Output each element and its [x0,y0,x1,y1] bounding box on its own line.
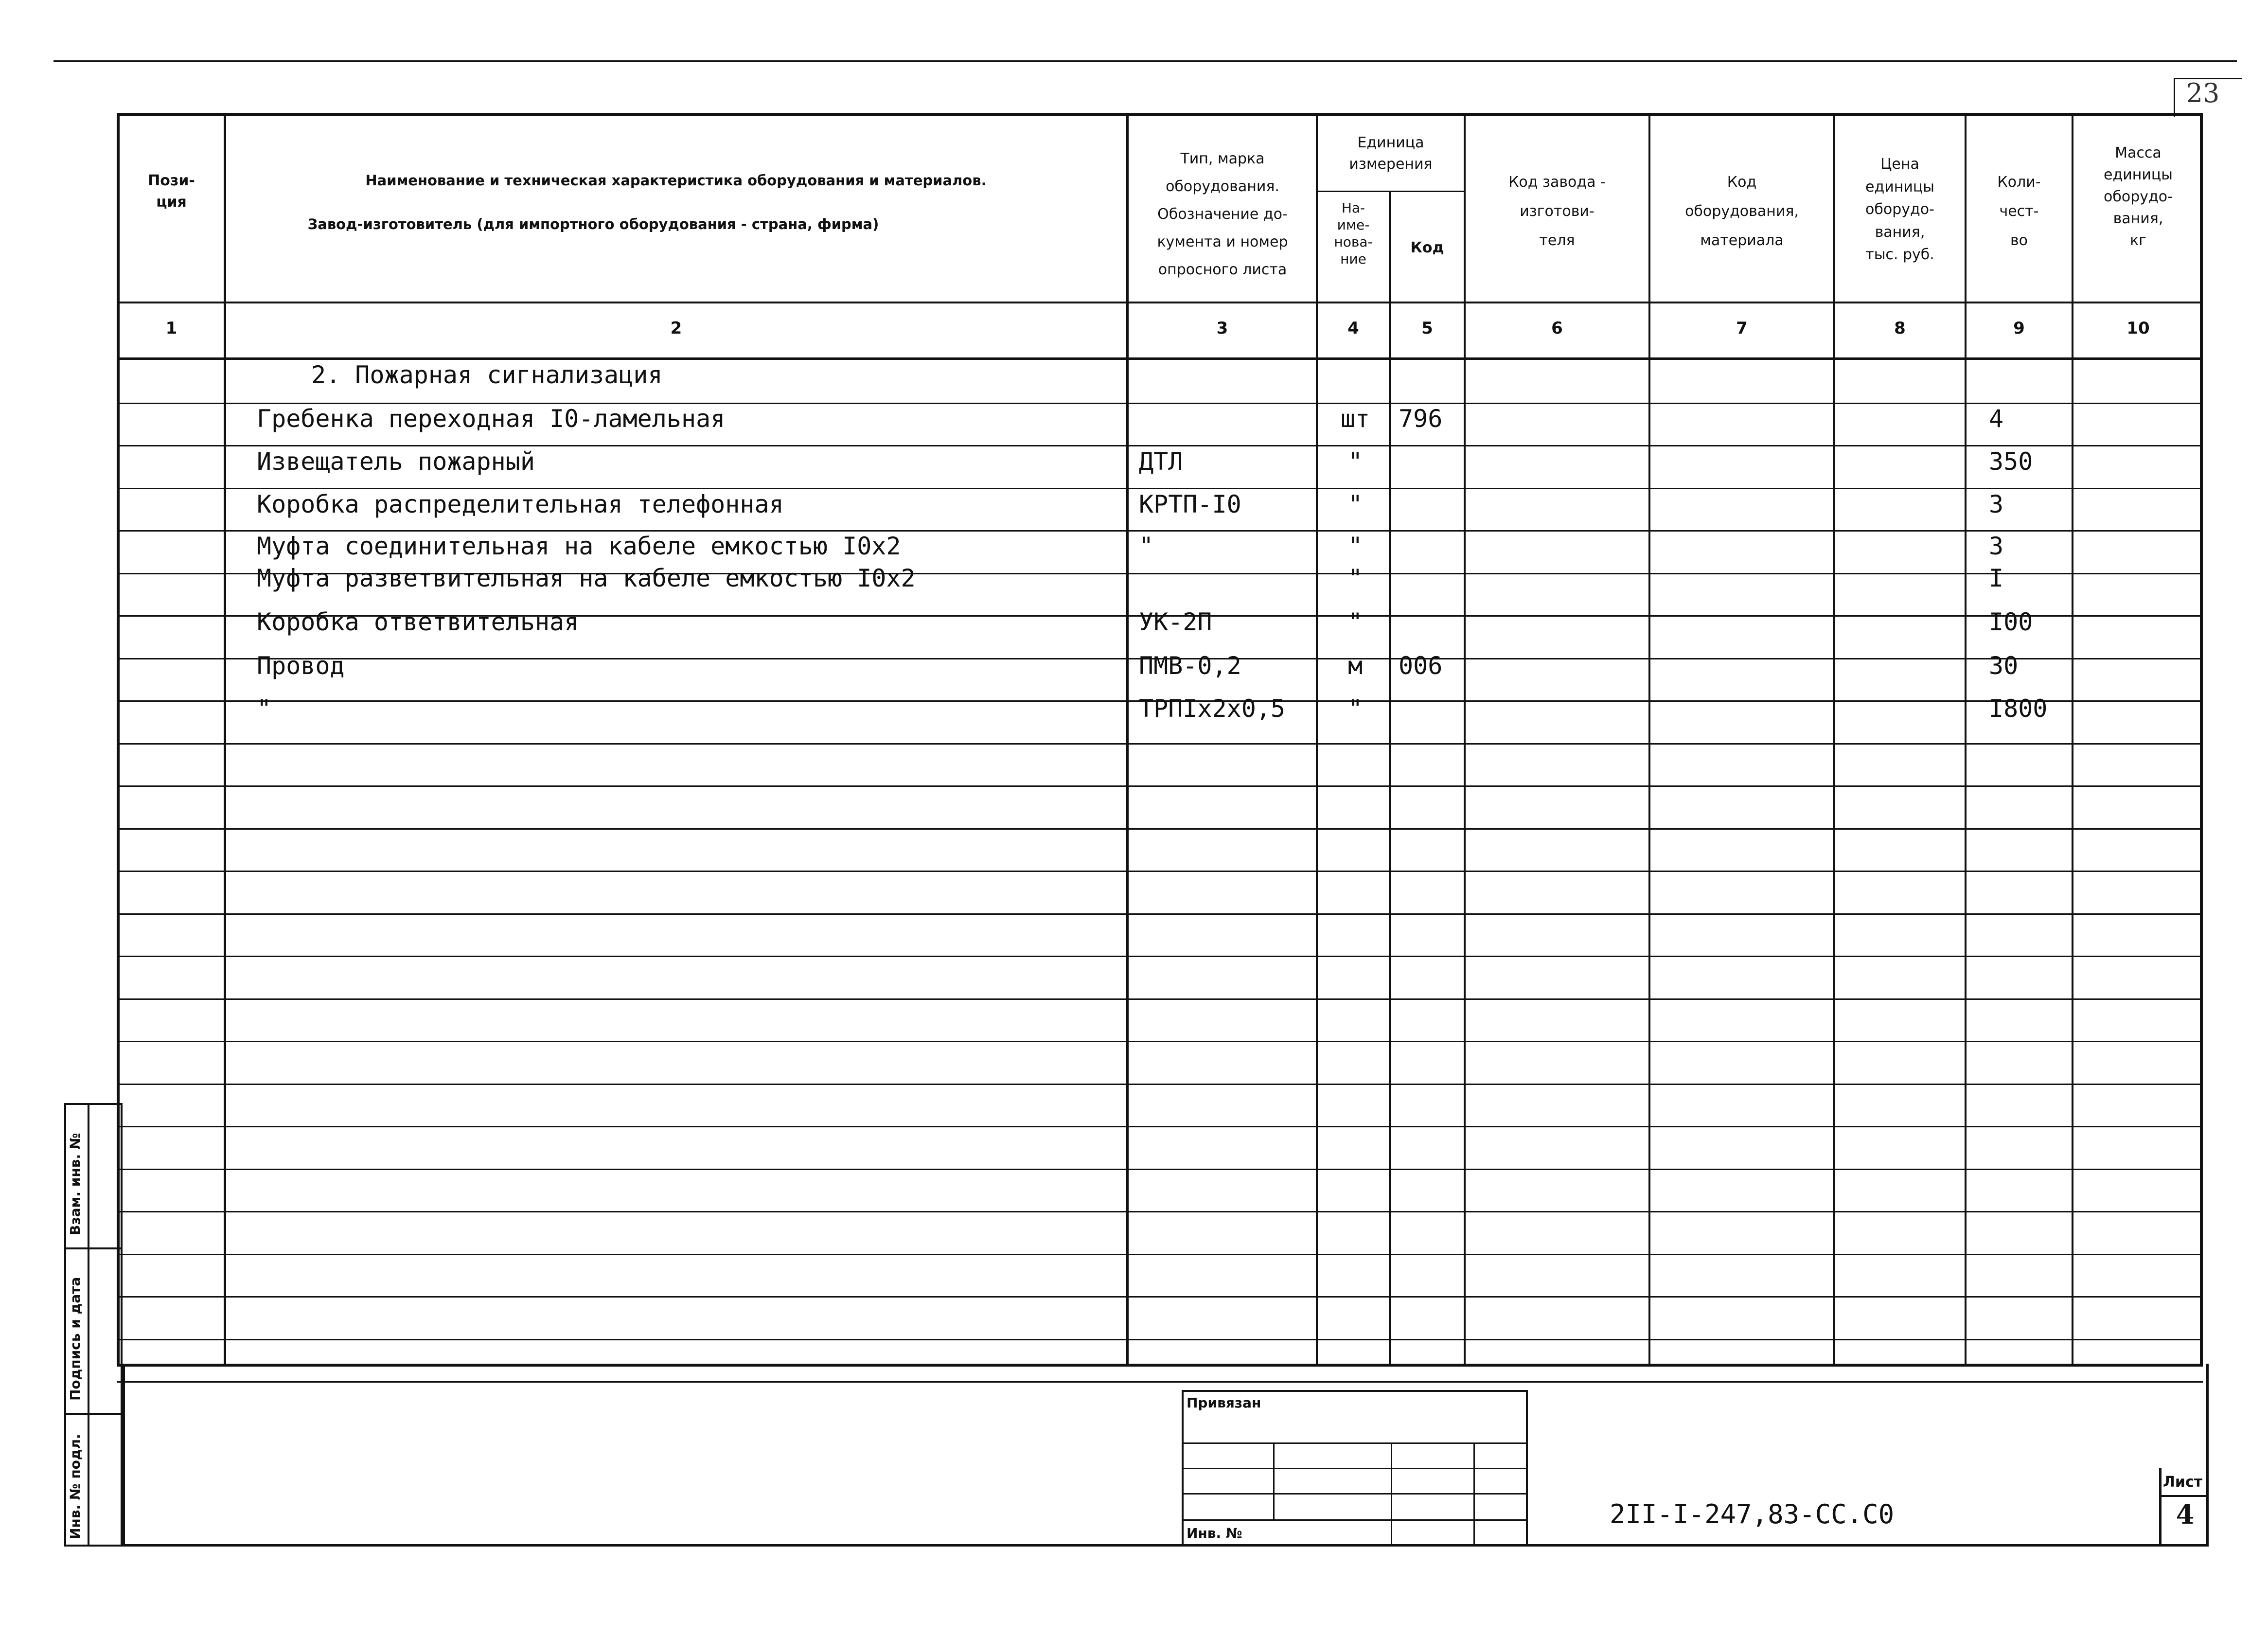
side-inv-no-sub-label: Инв. № подл. [67,1434,83,1539]
row-line [117,998,2203,1000]
column-number: 7 [1736,319,1748,338]
row-line [117,956,2203,957]
row-unit: " [1347,532,1363,560]
row-qty: 3 [1989,532,2004,560]
row-line [117,743,2203,745]
privyazan-label: Привязан [1187,1395,1261,1411]
row-qty: I800 [1989,694,2048,723]
row-qty: I00 [1989,608,2033,636]
header-type: Тип, марка оборудования. Обозначение до- кумента и номер опросного листа [1157,150,1288,278]
sheet-label: Лист [2163,1474,2203,1491]
row-line [117,1041,2203,1042]
row-unit: " [1347,694,1363,723]
title-block-frame [123,1364,2209,1547]
row-unit: " [1347,490,1363,518]
row-line [117,1126,2203,1127]
column-number: 2 [670,319,682,338]
column-number: 10 [2126,319,2150,338]
row-unit: м [1347,652,1363,680]
row-unit: шт [1340,405,1370,433]
column-number: 4 [1347,319,1359,338]
column-number: 9 [2013,319,2025,338]
row-line [117,403,2203,404]
row-type: ПМВ-0,2 [1139,652,1241,680]
column-number: 6 [1551,319,1563,338]
row-name: Коробка распределительная телефонная [257,490,784,518]
sheet-number: 4 [2176,1499,2195,1530]
specification-table [117,113,2203,1367]
column-number: 1 [165,319,177,338]
header-unit-name: На- име- нова- ние [1334,200,1373,267]
header-position: Пози- ция [148,172,195,211]
row-line [117,785,2203,787]
row-qty: 3 [1989,490,2004,518]
row-unit: " [1347,608,1363,636]
row-name: Извещатель пожарный [257,447,535,476]
row-line [117,1169,2203,1170]
row-line [117,1296,2203,1298]
row-line [117,488,2203,489]
header-factory-code: Код завода - изготови- теля [1508,174,1606,249]
header-unit-group: Единица измерения [1349,134,1433,173]
row-unit: " [1347,447,1363,476]
header-unit-price: Цена единицы оборудо- вания, тыс. руб. [1865,156,1934,263]
side-signature-date-label: Подпись и дата [67,1277,83,1401]
row-qty: 30 [1989,652,2019,680]
row-qty: 350 [1989,447,2033,476]
row-qty: 4 [1989,405,2004,433]
row-name: Гребенка переходная I0-ламельная [257,405,726,433]
header-name-line1: Наименование и техническая характеристика оборудования и материалов. [365,172,987,189]
side-vzam-inv-label: Взам. инв. № [67,1133,83,1235]
row-type: ТРПIx2x0,5 [1139,694,1286,723]
row-line [117,530,2203,532]
row-line [117,1339,2203,1340]
row-name: Провод [257,652,345,680]
document-code: 2II-I-247,83-СС.С0 [1610,1499,1895,1530]
row-qty: I [1989,564,2004,592]
row-unit: " [1347,564,1363,592]
row-line [117,1211,2203,1212]
row-type: КРТП-I0 [1139,490,1241,518]
column-number: 3 [1216,319,1228,338]
row-line [117,913,2203,915]
row-name: Коробка ответвительная [257,608,579,636]
row-line [117,828,2203,830]
row-code: 006 [1399,652,1443,680]
row-name: Муфта соединительная на кабеле емкостью I0x2 [257,532,901,560]
header-unit-mass: Масса единицы оборудо- вания, кг [2104,144,2173,249]
row-type: УК-2П [1139,608,1212,636]
header-name-line2: Завод-изготовитель (для импортного оборудования - страна, фирма) [307,216,879,232]
inv-no-label: Инв. № [1187,1525,1242,1541]
column-number: 8 [1894,319,1906,338]
row-code: 796 [1399,405,1443,433]
header-quantity: Коли- чест- во [1997,174,2041,249]
header-unit-code: Код [1410,239,1444,256]
row-name: Муфта разветвительная на кабеле емкостью I0x2 [257,564,916,592]
row-name: " [257,694,272,723]
column-number: 5 [1421,319,1433,338]
section-title: 2. Пожарная сигнализация [311,361,663,389]
row-line [117,445,2203,446]
corner-page-number: 23 [2186,78,2220,108]
header-equipment-code: Код оборудования, материала [1685,174,1799,249]
row-type: ДТЛ [1139,447,1183,476]
row-line [117,871,2203,872]
row-line [117,1084,2203,1085]
row-type: " [1139,532,1154,560]
row-line [117,1254,2203,1255]
